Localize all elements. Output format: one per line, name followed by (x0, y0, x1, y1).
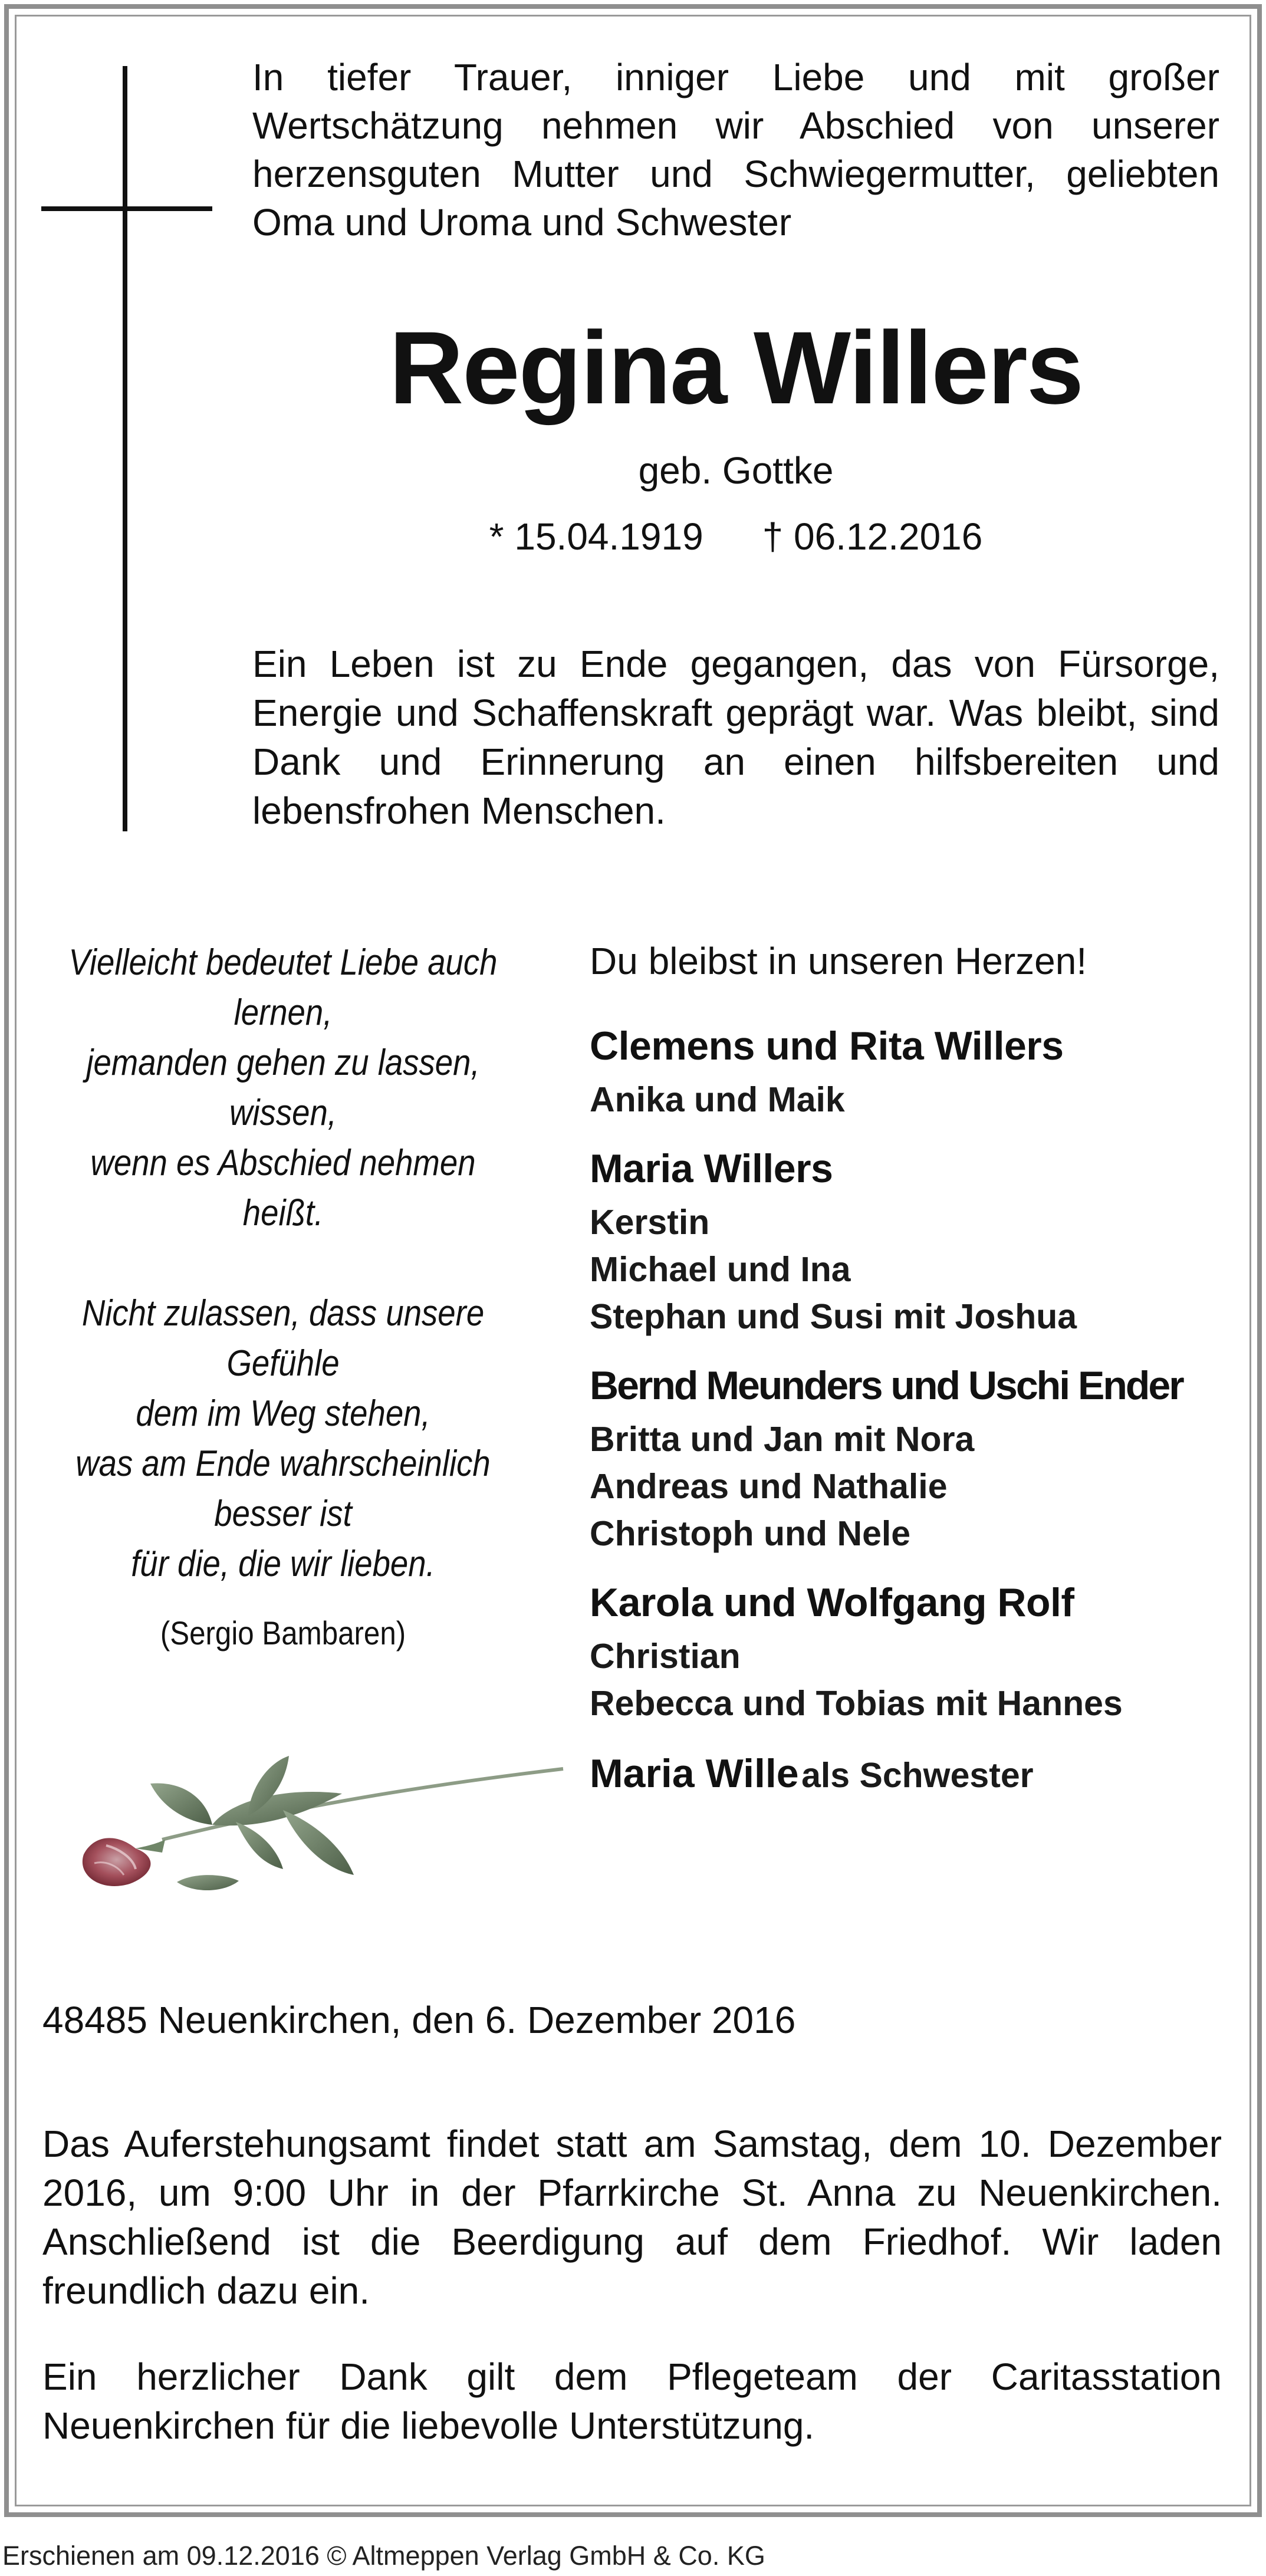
mourners-headline: Du bleibst in unseren Herzen! (590, 940, 1087, 982)
poem-line: Nicht zulassen, dass unsere (81, 1293, 485, 1334)
family-name: Clemens und Rita Willers (590, 1024, 1064, 1068)
maiden-name: geb. Gottke (638, 449, 834, 492)
poem (35, 937, 531, 1589)
family-name: Maria Willers (590, 1146, 833, 1191)
cross-icon-horizontal (41, 206, 212, 211)
poem-line: Vielleicht bedeutet Liebe auch (68, 942, 498, 983)
family-group (590, 1577, 1238, 1727)
family-member: Christoph und Nele (590, 1514, 911, 1553)
birth-date: * 15.04.1919 (489, 515, 703, 558)
family-name: Bernd Meunders und Uschi Ender (590, 1363, 1183, 1408)
poem-author: (Sergio Bambaren) (160, 1614, 406, 1651)
poem-line: dem im Weg stehen, (136, 1393, 430, 1434)
family-group (590, 1143, 1238, 1340)
poem-line: besser ist (214, 1493, 352, 1534)
rose-icon (35, 1698, 566, 1922)
poem-line: wissen, (229, 1093, 337, 1133)
sister-name: Maria Wille (590, 1751, 799, 1796)
family-member: Britta und Jan mit Nora (590, 1420, 975, 1459)
place-date: 48485 Neuenkirchen, den 6. Dezember 2016 (42, 1999, 796, 2041)
family-member: Kerstin (590, 1203, 710, 1242)
poem-line: für die, die wir lieben. (131, 1544, 435, 1584)
family-name: Karola und Wolfgang Rolf (590, 1580, 1074, 1625)
poem-line: Gefühle (226, 1343, 340, 1384)
intro-text: In tiefer Trauer, inniger Liebe und mit großer Wertschätzung nehmen wir Abschied von unserer herzensguten Mutter und Schwiegermutter, geliebten Oma und Uroma und Schwester (252, 56, 1219, 244)
poem-line: was am Ende wahrscheinlich (75, 1443, 491, 1484)
family-group (590, 1360, 1238, 1557)
family-member: Anika und Maik (590, 1080, 845, 1119)
deceased-name: Regina Willers (389, 311, 1083, 426)
family-member: Rebecca und Tobias mit Hannes (590, 1684, 1123, 1723)
poem-line: jemanden gehen zu lassen, (86, 1042, 480, 1083)
mourners-list (590, 936, 1238, 1797)
service-info: Das Auferstehungsamt findet statt am Samstag, dem 10. Dezember 2016, um 9:00 Uhr in der Pfarrkirche St. Anna zu Neuenkirchen. Anschließend ist die Beerdigung auf dem Friedhof. Wir laden freundlich dazu ein. (42, 2123, 1222, 2312)
family-member: Michael und Ina (590, 1250, 851, 1289)
death-date: † 06.12.2016 (762, 515, 983, 558)
poem-line: lernen, (234, 992, 333, 1033)
thanks-text: Ein herzlicher Dank gilt dem Pflegeteam der Caritasstation Neuenkirchen für die liebevolle Unterstützung. (42, 2355, 1222, 2447)
poem-line: heißt. (242, 1193, 324, 1233)
publication-footer: Erschienen am 09.12.2016 © Altmeppen Verlag GmbH & Co. KG (2, 2541, 765, 2571)
cross-icon-vertical (123, 66, 127, 831)
family-member: Andreas und Nathalie (590, 1467, 948, 1506)
family-member: Christian (590, 1637, 741, 1676)
sister-note: als Schwester (801, 1756, 1034, 1795)
sister-line (590, 1751, 1238, 1797)
family-group (590, 1021, 1238, 1123)
family-member: Stephan und Susi mit Joshua (590, 1297, 1077, 1336)
poem-line: wenn es Abschied nehmen (90, 1143, 476, 1183)
tribute-text: Ein Leben ist zu Ende gegangen, das von Fürsorge, Energie und Schaffenskraft geprägt war. Was bleibt, sind Dank und Erinnerung an einen hilfsbereiten und lebensfrohen Menschen. (252, 643, 1219, 832)
life-dates (252, 513, 1219, 560)
